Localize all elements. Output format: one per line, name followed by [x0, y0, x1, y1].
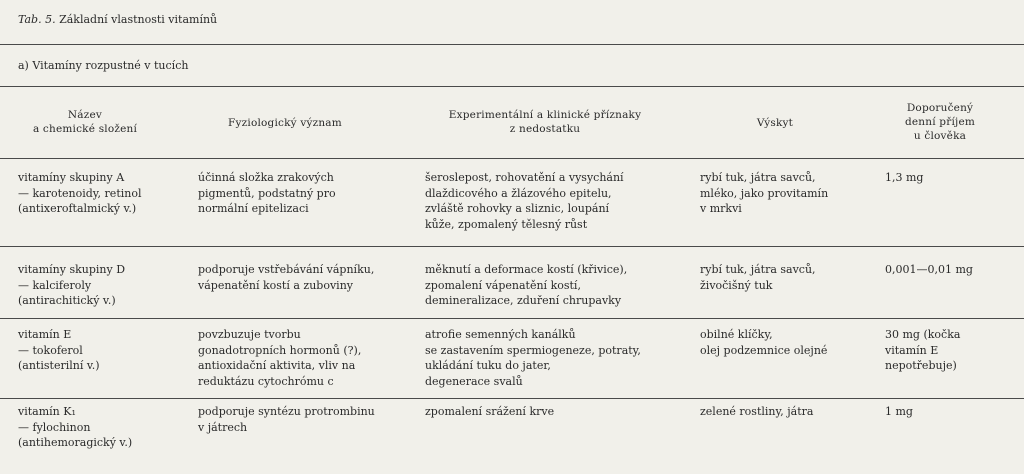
- rule-top: [0, 44, 1024, 45]
- rule-header-bottom: [0, 158, 1024, 159]
- column-header-physiology: Fyziologický význam: [228, 117, 342, 129]
- row-divider: [0, 246, 1024, 247]
- table-row-4-physiology: podporuje syntézu protrombinu v játrech: [198, 405, 375, 434]
- table-row-1-symptoms: šeroslepost, rohovatění a vysychání dlaždicového a žlázového epitelu, zvláště rohovky a sliznic, loupání kůže, zpomalený tělesný růst: [425, 171, 624, 231]
- row-divider: [0, 318, 1024, 319]
- table-row-4-name: vitamín K₁ — fylochinon (antihemoragický v.): [18, 405, 133, 449]
- table-row-2-occurrence: rybí tuk, játra savců, živočišný tuk: [700, 263, 816, 292]
- column-header-symptoms: Experimentální a klinické příznaky z nedostatku: [448, 109, 642, 135]
- table-row-4-occurrence: zelené rostliny, játra: [700, 405, 814, 418]
- table-row-3-symptoms: atrofie semenných kanálků se zastavením spermiogeneze, potraty, ukládání tuku do jater, degenerace svalů: [425, 328, 641, 388]
- table-row-3-dose: 30 mg (kočka vitamín E nepotřebuje): [885, 328, 961, 372]
- table-title: Základní vlastnosti vitamínů: [59, 13, 218, 26]
- table-row-2-symptoms: měknutí a deformace kostí (křivice), zpomalení vápenatění kostí, demineralizace, zduření chrupavky: [425, 263, 628, 307]
- table-row-3-name: vitamín E — tokoferol (antisterilní v.): [18, 328, 100, 372]
- column-header-dose: Doporučený denní příjem u člověka: [904, 102, 976, 142]
- table-row-2-dose: 0,001—0,01 mg: [885, 263, 973, 276]
- section-title: a) Vitamíny rozpustné v tucích: [18, 59, 189, 72]
- table-number: Tab. 5.: [18, 13, 56, 26]
- table-row-1-name: vitamíny skupiny A — karotenoidy, retinol (antixeroftalmický v.): [18, 171, 142, 215]
- table-row-4-dose: 1 mg: [885, 405, 913, 418]
- table-row-3-occurrence: obilné klíčky, olej podzemnice olejné: [700, 328, 828, 357]
- table-row-1-physiology: účinná složka zrakových pigmentů, podstatný pro normální epitelizaci: [198, 171, 336, 215]
- table-row-1-dose: 1,3 mg: [885, 171, 924, 184]
- table-row-3-physiology: povzbuzuje tvorbu gonadotropních hormonů (?), antioxidační aktivita, vliv na reduktázu cytochrómu c: [198, 328, 362, 388]
- rule-header-top: [0, 86, 1024, 87]
- column-header-name: Název a chemické složení: [32, 109, 138, 135]
- table-row-2-physiology: podporuje vstřebávání vápníku, vápenatění kostí a zuboviny: [198, 263, 375, 292]
- table-row-2-name: vitamíny skupiny D — kalciferoly (antirachitický v.): [18, 263, 126, 307]
- row-divider: [0, 398, 1024, 399]
- column-header-occurrence: Výskyt: [756, 117, 794, 129]
- table-caption: [18, 13, 217, 26]
- table-row-1-occurrence: rybí tuk, játra savců, mléko, jako provitamín v mrkvi: [700, 171, 829, 215]
- table-row-4-symptoms: zpomalení srážení krve: [425, 405, 555, 418]
